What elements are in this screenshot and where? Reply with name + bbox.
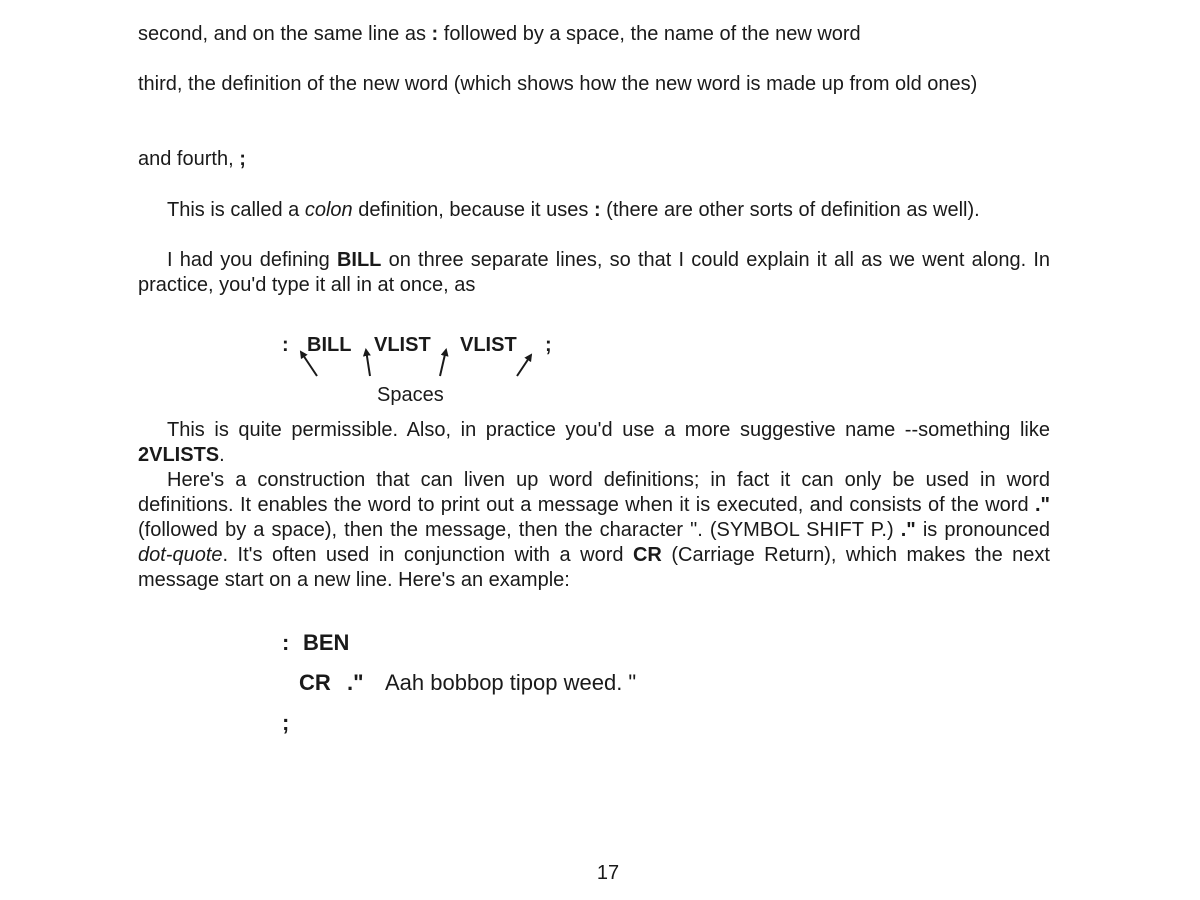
text: . [219,444,225,466]
italic-dot-quote: dot-quote [138,544,223,566]
paragraph-third: third, the definition of the new word (which shows how the new word is made up from old ones) [138,73,978,95]
text: This is quite permissible. Also, in practice you'd use a more suggestive name --something like [167,419,1050,441]
text: definition, because it uses [358,199,589,221]
example1-word-vlist-2: VLIST [460,334,517,356]
text: second, and on the same line as [138,23,426,45]
example1-semicolon: ; [545,334,552,356]
text: (Carriage Return), which makes the next message start on a new line. Here's an example: [138,544,1050,591]
arrow-2 [366,350,370,376]
spaces-label: Spaces [377,384,444,406]
arrow-4 [517,355,531,376]
bill-word: BILL [336,249,382,271]
paragraph-permissible [138,418,1050,468]
cr-word: CR [632,544,662,566]
colon-word: : [431,23,439,45]
example2-colon: : [282,630,290,655]
text: . It's often used in conjunction with a word [222,544,624,566]
colon-word: : [593,199,601,221]
paragraph-dot-quote [138,468,1050,593]
text: (there are other sorts of definition as well). [606,199,980,221]
example2-name-ben: BEN [303,630,350,655]
dot-quote-word: ." [1034,494,1050,516]
example2-cr: CR [299,670,331,695]
page-number: 17 [596,862,620,884]
text: I had you defining [167,249,330,271]
dot-quote-word: ." [900,519,916,541]
example1-colon: : [282,334,289,356]
2vlists-word: 2VLISTS [138,444,220,466]
example2-dot-quote: ." [347,670,364,695]
arrow-1 [301,352,317,376]
arrow-3 [440,350,446,376]
text: This is called a [167,199,300,221]
example1-word-bill: BILL [307,334,352,356]
italic-colon: colon [304,199,353,221]
text: (followed by a space), then the message, then the character ". (SYMBOL SHIFT P.) [138,519,894,541]
text: is pronounced [922,519,1051,541]
text: followed by a space, the name of the new word [443,23,861,45]
text: on three separate lines, so that I could explain it all as we went along. In practice, you'd type it all in at once, as [138,249,1050,296]
example2-message: Aah bobbop tipop weed. " [385,670,637,695]
text: Here's a construction that can liven up word definitions; in fact it can only be used in word definitions. It enables the word to print out a message when it is executed, and consists of the word [138,469,1050,516]
example1-word-vlist-1: VLIST [374,334,431,356]
example2-semicolon: ; [282,710,290,735]
text: and fourth, [138,148,234,170]
semicolon-word: ; [239,148,246,170]
